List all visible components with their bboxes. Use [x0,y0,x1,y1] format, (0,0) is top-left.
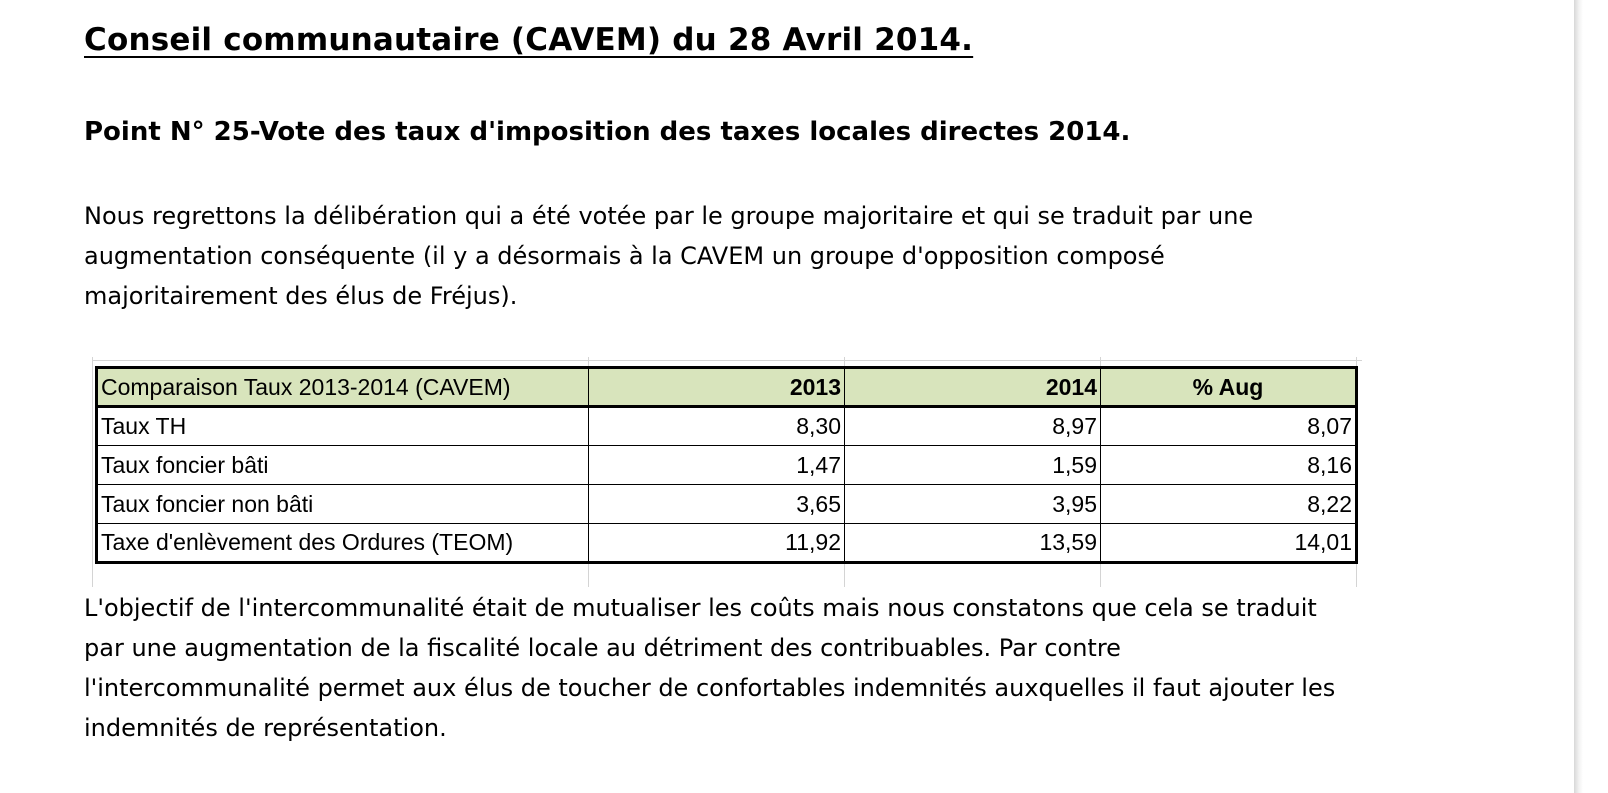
cell-2013: 8,30 [589,407,845,446]
conclusion-line: par une augmentation de la fiscalité locale au détriment des contribuables. Par contre [84,634,1121,662]
intro-line: augmentation conséquente (il y a désormais à la CAVEM un groupe d'opposition composé [84,242,1165,270]
cell-2014: 8,97 [845,407,1101,446]
conclusion-line: indemnités de représentation. [84,714,447,742]
table-row [97,407,1357,446]
row-label: Taux TH [97,407,589,446]
cell-aug: 8,16 [1101,446,1357,485]
table-row [97,446,1357,485]
cell-2014: 13,59 [845,524,1101,563]
rates-table [95,366,1358,564]
gridline [92,360,1362,361]
row-label: Taux foncier bâti [97,446,589,485]
row-label: Taux foncier non bâti [97,485,589,524]
header-label: Comparaison Taux 2013-2014 (CAVEM) [97,368,589,407]
cell-2013: 11,92 [589,524,845,563]
header-2014: 2014 [845,368,1101,407]
intro-line: majoritairement des élus de Fréjus). [84,282,518,310]
intro-paragraph [84,196,1253,316]
table-row [97,524,1357,563]
cell-2013: 1,47 [589,446,845,485]
cell-aug: 14,01 [1101,524,1357,563]
row-label: Taxe d'enlèvement des Ordures (TEOM) [97,524,589,563]
cell-2014: 3,95 [845,485,1101,524]
cell-aug: 8,22 [1101,485,1357,524]
page-edge-shadow [1574,0,1608,793]
cell-aug: 8,07 [1101,407,1357,446]
conclusion-paragraph [84,588,1335,748]
cell-2014: 1,59 [845,446,1101,485]
gridline [92,357,93,587]
table-row [97,485,1357,524]
document-title: Conseil communautaire (CAVEM) du 28 Avril 2014. [84,22,974,58]
table-header-row [97,368,1357,407]
header-aug: % Aug [1101,368,1357,407]
conclusion-line: l'intercommunalité permet aux élus de toucher de confortables indemnités auxquelles il faut ajouter les [84,674,1336,702]
intro-line: Nous regrettons la délibération qui a été votée par le groupe majoritaire et qui se traduit par une [84,202,1254,230]
cell-2013: 3,65 [589,485,845,524]
rates-table-area [92,357,1364,587]
header-2013: 2013 [589,368,845,407]
conclusion-line: L'objectif de l'intercommunalité était de mutualiser les coûts mais nous constatons que cela se traduit [84,594,1317,622]
point-title: Point N° 25-Vote des taux d'imposition des taxes locales directes 2014. [84,117,1131,147]
